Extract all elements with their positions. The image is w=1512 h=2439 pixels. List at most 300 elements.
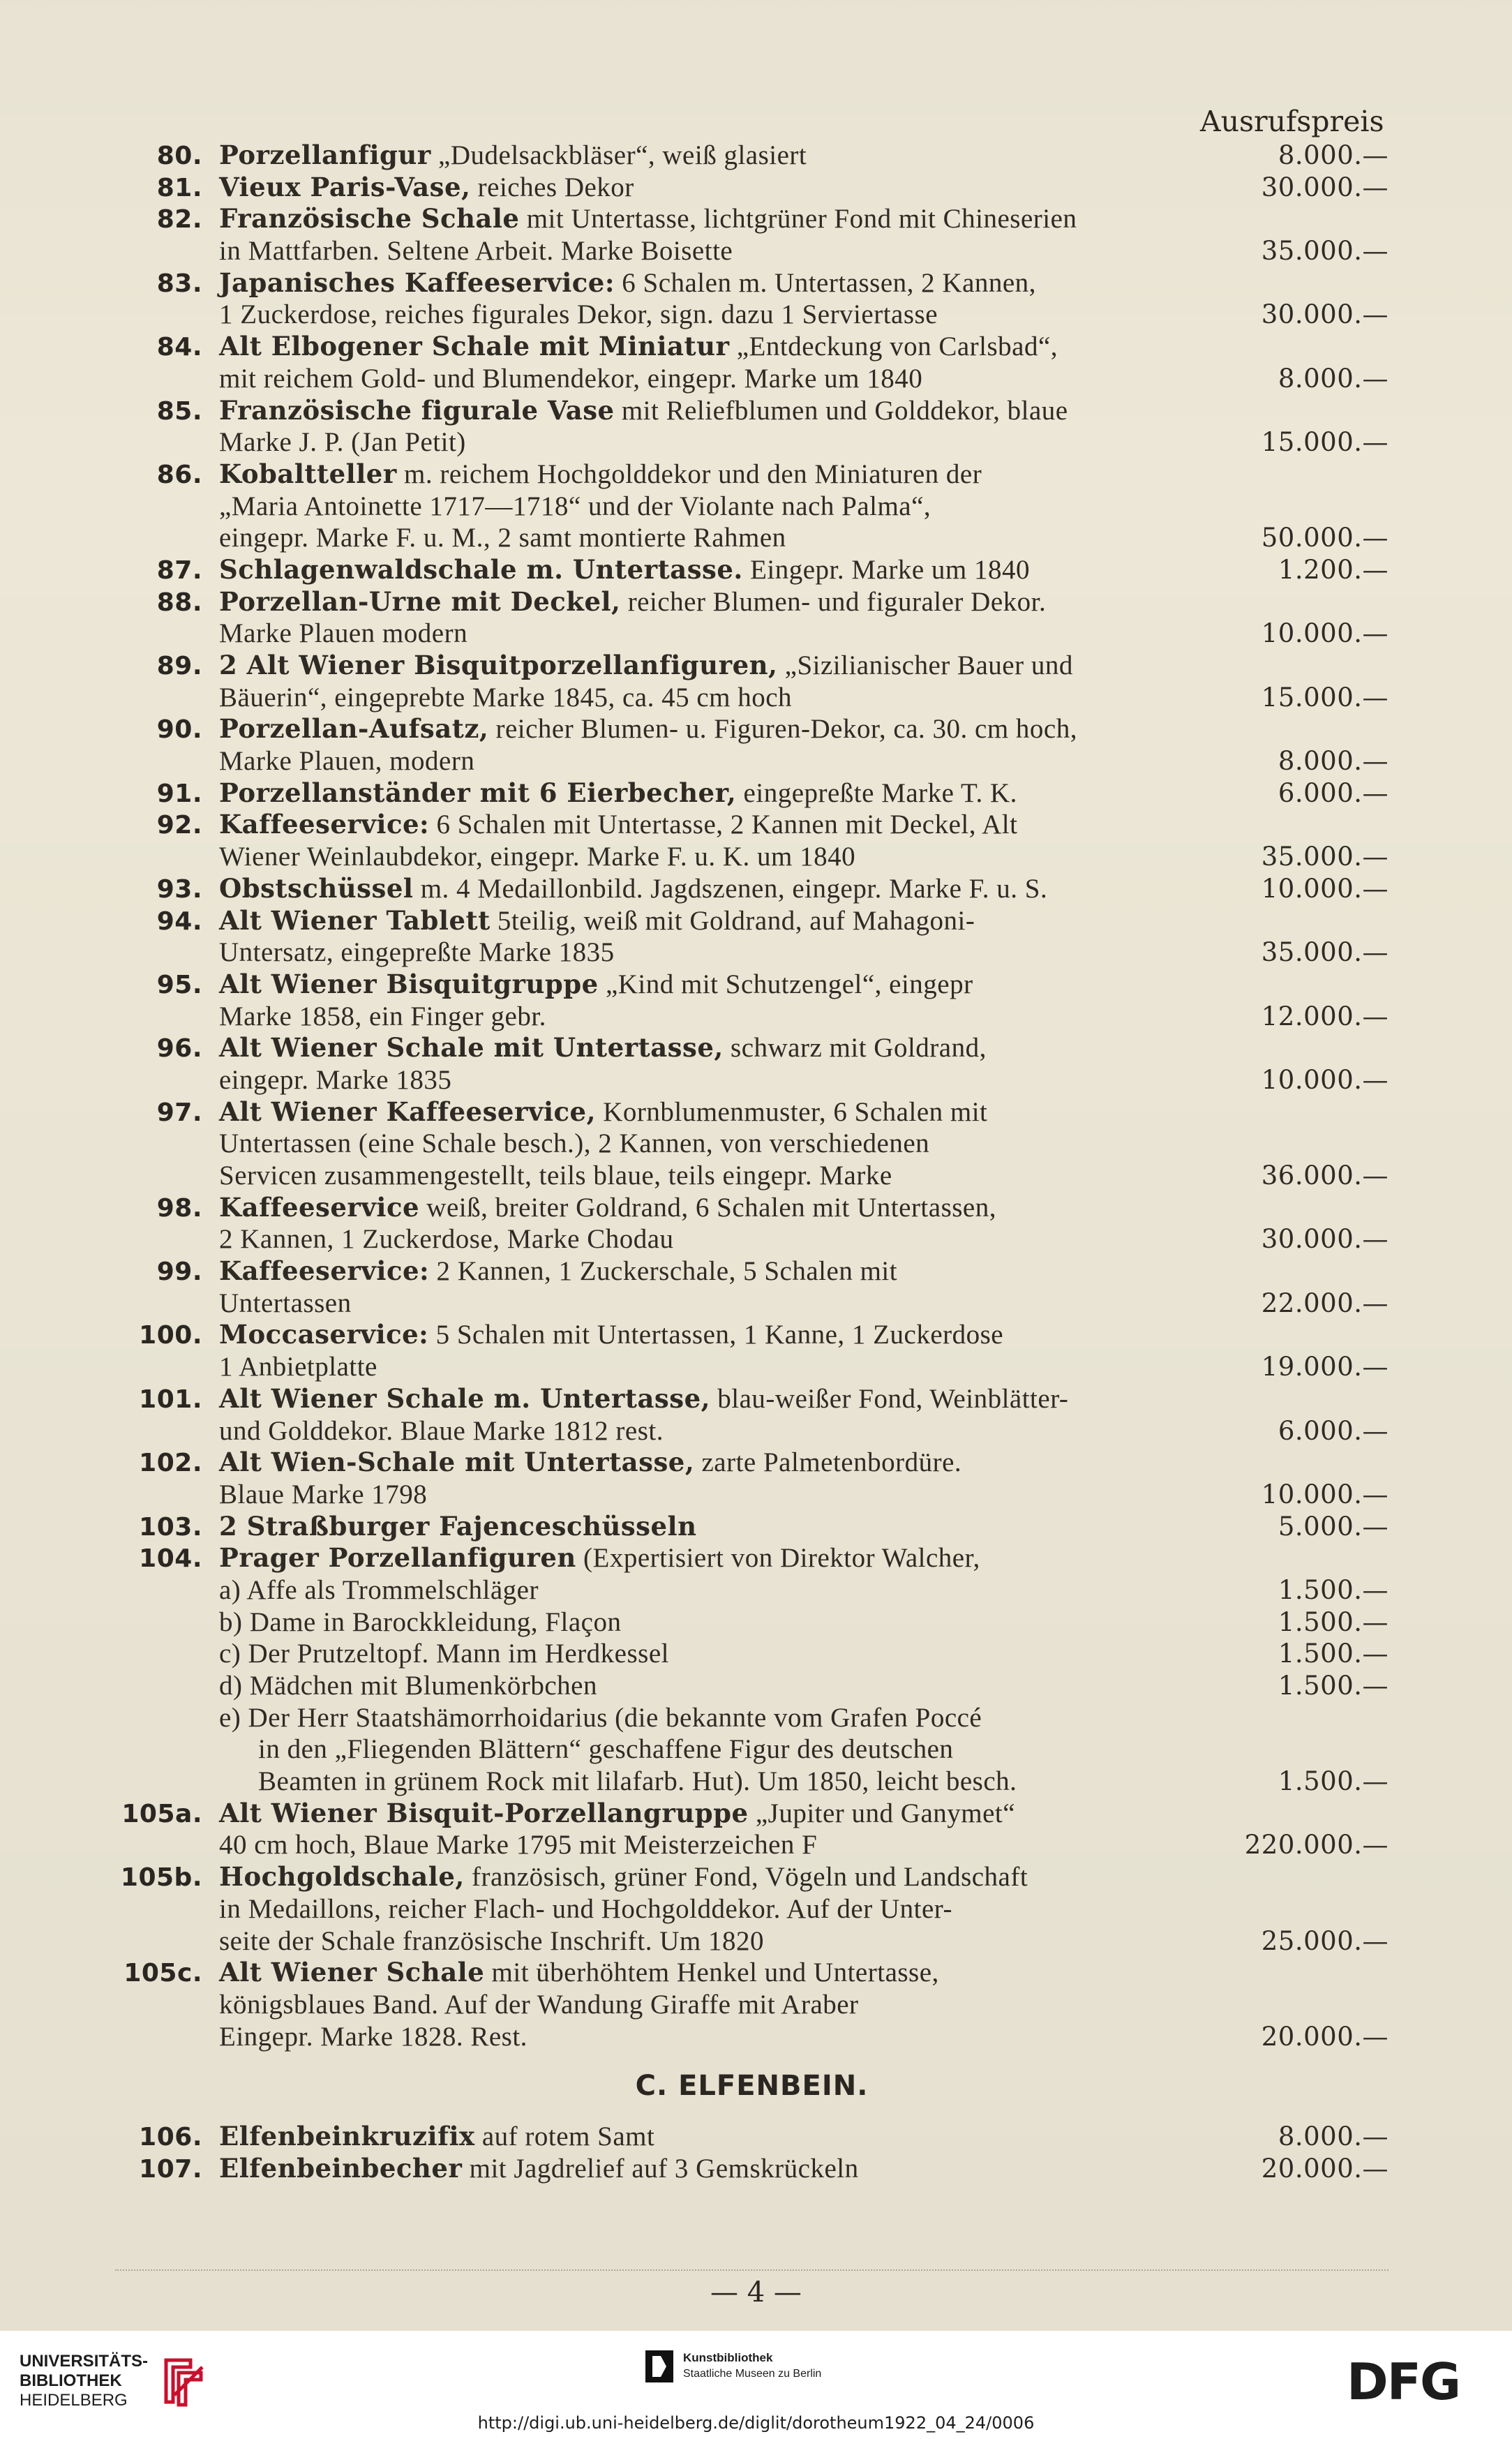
lot-title: Alt Elbogener Schale mit Miniatur [219,331,730,362]
entry-line [115,1957,1389,1989]
lot-number: 89. [156,652,202,680]
entry-line [115,1447,1389,1479]
lot-price: 30.000.— [1261,1224,1389,1255]
catalog-entry [115,1255,1389,1319]
lot-title: 2 Straßburger Fajenceschüsseln [219,1510,697,1542]
lot-number: 99. [156,1258,202,1287]
lot-description [202,1383,1242,1415]
entry-line [115,809,1389,841]
lot-price: 10.000.— [1261,1064,1389,1095]
lot-text: blau-weißer Fond, Weinblätter- [710,1383,1069,1414]
lot-price: 5.000.— [1278,1511,1389,1542]
lot-price: 10.000.— [1261,618,1389,649]
lot-text: reicher Blumen- u. Figuren-Dekor, ca. 30. cm hoch, [488,714,1077,745]
lot-text: zarte Palmetenbordüre. [694,1447,962,1478]
catalog-entry [115,1096,1389,1192]
ub-red-mark-icon [159,2353,208,2409]
lot-description [202,1798,1242,1830]
entry-line [115,1893,1389,1925]
entry-line [115,491,1389,523]
entries-section-elfenbein [115,2121,1389,2184]
lot-description [202,426,1242,458]
lot-description [202,1511,1242,1543]
lot-title: Französische Schale [219,203,520,234]
lot-title: Porzellanfigur [219,140,431,170]
lot-number: 85. [156,396,202,426]
lot-description [202,586,1242,618]
lot-text: „Jupiter und Ganymet“ [748,1798,1016,1828]
lot-description [202,1319,1242,1351]
lot-text: Marke Plauen, modern [219,746,475,777]
entry-line [115,554,1389,586]
lot-title: Kaffeeservice [219,1191,420,1223]
catalog-entry [115,1957,1389,2052]
entry-line [115,777,1389,810]
entry-line [115,1574,1389,1606]
lot-description [202,522,1242,554]
lot-text: eingepr. Marke 1835 [219,1064,452,1095]
lot-description [202,2153,1242,2185]
lot-price: 6.000.— [1278,777,1389,808]
lot-title: Moccaservice: [219,1319,429,1350]
lot-description [202,1861,1242,1893]
lot-title: Kaffeeservice: [219,809,430,840]
lot-number: 97. [156,1098,202,1127]
lot-description [202,873,1242,905]
lot-description [202,331,1242,363]
lot-price: 35.000.— [1261,842,1389,872]
lot-description [202,1670,1242,1702]
entry-line [115,1638,1389,1670]
lot-description [202,267,1242,299]
lot-text: königsblaues Band. Auf der Wandung Giraffe mit Araber [219,1989,859,2020]
lot-number: 90. [156,715,202,745]
lot-price: 30.000.— [1261,172,1389,202]
catalog-entry [115,713,1389,777]
lot-price: 20.000.— [1261,2153,1389,2184]
lot-description [202,1733,1242,1766]
lot-description [202,299,1242,331]
lot-text: 5teilig, weiß mit Goldrand, auf Mahagoni- [490,905,975,936]
lot-text: 6 Schalen mit Untertasse, 2 Kannen mit Deckel, Alt [429,810,1018,840]
kb-title: Kunstbibliothek [683,2351,773,2364]
lot-description [202,809,1242,841]
lot-description [202,841,1242,873]
lot-text: 2 Kannen, 1 Zuckerdose, Marke Chodau [219,1224,674,1255]
lot-price: 50.000.— [1261,523,1389,553]
entry-line [115,1670,1389,1702]
entry-line [115,1160,1389,1192]
lot-title: Elfenbeinkruzifix [219,2121,475,2152]
lot-title: Hochgoldschale, [219,1861,465,1893]
section-heading-elfenbein: C. ELFENBEIN. [635,2070,869,2103]
entry-line [115,2153,1389,2185]
lot-title: Prager Porzellanfiguren [219,1542,576,1574]
entry-line [115,1223,1389,1255]
lot-text: Servicen zusammengestellt, teils blaue, teils eingepr. Marke [219,1161,892,1191]
lot-price: 1.500.— [1278,1606,1389,1637]
catalog-entry [115,1861,1389,1957]
catalog-entry [115,777,1389,810]
entry-line [115,267,1389,299]
lot-text: seite der Schale französische Inschrift. Um 1820 [219,1925,764,1956]
lot-title: Kobaltteller [219,458,397,489]
entry-line [115,1288,1389,1320]
lot-description [202,618,1242,650]
entries-section-porzellan [115,140,1389,2052]
lot-description [202,1829,1242,1861]
lot-number: 81. [156,173,202,202]
lot-description [202,1096,1242,1128]
catalog-entry [115,203,1389,267]
lot-text: b) Dame in Barockkleidung, Flaçon [219,1606,622,1637]
lot-price: 6.000.— [1278,1415,1389,1446]
lot-number: 80. [156,142,202,170]
lot-text: mit Untertasse, lichtgrüner Fond mit Chineserien [519,204,1077,234]
entry-line [115,1861,1389,1893]
entry-line [115,618,1389,650]
lot-price: 1.500.— [1278,1574,1389,1605]
entry-line [115,1351,1389,1383]
entry-line [115,1829,1389,1861]
ub-line-1: UNIVERSITÄTS- [20,2352,149,2371]
entry-line [115,586,1389,618]
lot-text: französisch, grüner Fond, Vögeln und Landschaft [464,1862,1028,1893]
lot-number: 84. [156,333,202,362]
entry-line [115,937,1389,969]
lot-description [202,745,1242,777]
entry-line [115,1989,1389,2021]
catalog-entry [115,1383,1389,1447]
catalog-entry [115,172,1389,204]
entry-line [115,2121,1389,2153]
entry-line [115,1733,1389,1766]
kunstbibliothek-logo[interactable] [645,2350,821,2382]
lot-description [202,2021,1242,2053]
lot-price: 22.000.— [1261,1288,1389,1318]
catalog-entry [115,1542,1389,1798]
lot-text: 1 Anbietplatte [219,1352,377,1382]
page-number: — 4 — [710,2276,802,2309]
lot-price: 30.000.— [1261,299,1389,330]
lot-price: 1.500.— [1278,1766,1389,1797]
lot-text: 40 cm hoch, Blaue Marke 1795 mit Meisterzeichen F [219,1830,818,1860]
catalog-entry [115,873,1389,905]
lot-text: Marke 1858, ein Finger gebr. [219,1001,546,1031]
lot-number: 107. [139,2154,202,2184]
svg-text:DFG: DFG [1347,2357,1460,2406]
lot-number: 92. [156,811,202,840]
catalog-entry [115,1192,1389,1255]
lot-text: reicher Blumen- und figuraler Dekor. [620,586,1047,617]
entry-line [115,1255,1389,1288]
lot-text: „Kind mit Schutzengel“, eingepr [598,969,973,999]
lot-description [202,1925,1242,1957]
lot-price: 8.000.— [1278,746,1389,777]
catalog-entry [115,809,1389,872]
catalog-entry [115,267,1389,331]
lot-price: 20.000.— [1261,2021,1389,2052]
dfg-logo[interactable] [1347,2357,1486,2409]
lot-text: eingepr. Marke F. u. M., 2 samt montierte Rahmen [219,523,786,553]
lot-text: m. reichem Hochgolddekor und den Miniaturen der [396,458,982,489]
dfg-logo-icon [1347,2357,1486,2406]
column-header-ausrufspreis: Ausrufspreis [1200,105,1384,138]
lot-description [202,1288,1242,1320]
lot-number: 105a. [121,1799,202,1828]
lot-text: Blaue Marke 1798 [219,1479,428,1509]
entry-line [115,458,1389,491]
lot-description [202,713,1242,745]
catalog-entry [115,1798,1389,1861]
lot-number: 104. [139,1544,202,1574]
lot-description [202,491,1242,523]
entry-line [115,1192,1389,1224]
lot-number: 95. [156,970,202,999]
lot-number: 96. [156,1034,202,1064]
entry-line [115,682,1389,714]
entry-line [115,140,1389,172]
entry-line [115,1128,1389,1160]
lot-title: 2 Alt Wiener Bisquitporzellanfiguren, [219,650,778,680]
lot-description [202,1766,1242,1798]
entry-line [115,1096,1389,1128]
lot-number: 93. [156,874,202,904]
ub-heidelberg-logo[interactable] [20,2352,208,2410]
lot-description [202,1223,1242,1255]
lot-title: Alt Wiener Schale m. Untertasse, [219,1382,711,1414]
entry-line [115,395,1389,427]
lot-price: 35.000.— [1261,937,1389,968]
lot-description [202,969,1242,1001]
lot-text: 5 Schalen mit Untertassen, 1 Kanne, 1 Zuckerdose [428,1320,1004,1350]
entry-line [115,1542,1389,1574]
lot-price: 25.000.— [1261,1925,1389,1956]
lot-text: mit Jagdrelief auf 3 Gemskrückeln [462,2153,859,2184]
lot-number: 106. [139,2123,202,2152]
catalog-list [115,140,1389,2185]
entry-line [115,203,1389,235]
lot-price: 10.000.— [1261,1479,1389,1509]
lot-text: 1 Zuckerdose, reiches figurales Dekor, sign. dazu 1 Serviertasse [219,299,938,330]
lot-description [202,1351,1242,1383]
entry-line [115,1606,1389,1639]
lot-text: in Medaillons, reicher Flach- und Hochgolddekor. Auf der Unter- [219,1893,952,1924]
lot-price: 1.500.— [1278,1639,1389,1669]
lot-price: 36.000.— [1261,1161,1389,1191]
kunstbibliothek-text [683,2350,821,2382]
entry-line [115,905,1389,937]
entry-line [115,2021,1389,2053]
lot-price: 19.000.— [1261,1352,1389,1382]
lot-description [202,1574,1242,1606]
lot-description [202,1001,1242,1033]
lot-description [202,650,1242,682]
entry-line [115,1511,1389,1543]
lot-title: Alt Wiener Bisquitgruppe [219,968,599,999]
lot-description [202,1893,1242,1925]
lot-text: Marke J. P. (Jan Petit) [219,427,466,458]
lot-description [202,458,1242,491]
lot-text: a) Affe als Trommelschläger [219,1574,539,1605]
lot-title: Alt Wiener Tablett [219,904,491,936]
catalog-entry [115,1511,1389,1543]
entry-line [115,299,1389,331]
lot-price: 8.000.— [1278,363,1389,394]
lot-text: mit überhöhtem Henkel und Untertasse, [484,1957,939,1988]
lot-text: Untertassen [219,1288,352,1318]
lot-text: eingepreßte Marke T. K. [736,777,1017,808]
lot-title: Vieux Paris-Vase, [219,171,471,202]
lot-text: und Golddekor. Blaue Marke 1812 rest. [219,1415,664,1446]
lot-text: „Sizilianischer Bauer und [777,650,1073,680]
lot-text: Wiener Weinlaubdekor, eingepr. Marke F. u. K. um 1840 [219,842,856,872]
lot-title: Alt Wiener Schale mit Untertasse, [219,1032,724,1064]
lot-title: Porzellan-Urne mit Deckel, [219,585,621,617]
lot-price: 8.000.— [1278,140,1389,170]
lot-text: „Entdeckung von Carlsbad“, [729,331,1058,362]
lot-text: weiß, breiter Goldrand, 6 Schalen mit Untertassen, [419,1192,996,1223]
catalog-entry [115,331,1389,394]
lot-number: 91. [156,779,202,808]
lot-text: reiches Dekor [470,172,634,202]
lot-text: mit Reliefblumen und Golddekor, blaue [614,395,1068,426]
lot-description [202,395,1242,427]
lot-title: Alt Wiener Bisquit-Porzellangruppe [219,1797,749,1828]
source-url-link[interactable]: http://digi.ub.uni-heidelberg.de/diglit/dorotheum1922_04_24/0006 [477,2413,1035,2433]
lot-number: 100. [139,1321,202,1350]
catalog-entry [115,905,1389,969]
bottom-dotted-rule [115,2260,1389,2271]
lot-title: Alt Wiener Schale [219,1957,485,1988]
catalog-entry [115,554,1389,586]
lot-description [202,905,1242,937]
lot-price: 15.000.— [1261,427,1389,458]
lot-title: Porzellan-Aufsatz, [219,713,489,745]
entry-line [115,650,1389,682]
lot-text: c) Der Prutzeltopf. Mann im Herdkessel [219,1639,669,1669]
lot-description [202,1957,1242,1989]
entry-line [115,235,1389,267]
lot-description [202,1702,1242,1734]
entry-line [115,1925,1389,1957]
entry-line [115,745,1389,777]
catalog-entry [115,2153,1389,2185]
catalog-entry [115,650,1389,713]
entry-line [115,1798,1389,1830]
lot-title: Alt Wiener Kaffeeservice, [219,1096,596,1127]
lot-description [202,1447,1242,1479]
lot-text: 6 Schalen m. Untertassen, 2 Kannen, [615,267,1036,298]
lot-description [202,937,1242,969]
entry-line [115,522,1389,554]
lot-text: 2 Kannen, 1 Zuckerschale, 5 Schalen mit [429,1256,898,1287]
lot-description [202,682,1242,714]
ub-line-3: HEIDELBERG [20,2391,128,2410]
entry-line [115,1702,1389,1734]
lot-text: Bäuerin“, eingeprebte Marke 1845, ca. 45 cm hoch [219,682,793,713]
lot-text: e) Der Herr Staatshämorrhoidarius (die bekannte vom Grafen Poccé [219,1702,982,1733]
lot-text: schwarz mit Goldrand, [723,1033,987,1064]
lot-price: 15.000.— [1261,682,1389,713]
lot-description [202,1606,1242,1639]
lot-number: 105c. [123,1959,202,1988]
lot-description [202,1255,1242,1288]
digitization-footer [0,2331,1512,2439]
lot-title: Japanisches Kaffeeservice: [219,267,615,298]
lot-description [202,363,1242,395]
entry-line [115,713,1389,745]
lot-text: „Maria Antoinette 1717—1718“ und der Violante nach Palma“, [219,491,931,521]
entry-line [115,873,1389,905]
entry-line [115,331,1389,363]
lot-description [202,1160,1242,1192]
lot-text: (Expertisiert von Direktor Walcher, [576,1543,980,1574]
catalog-entry [115,1032,1389,1096]
lot-description [202,1542,1242,1574]
lot-price: 12.000.— [1261,1001,1389,1031]
lot-text: auf rotem Samt [474,2121,655,2152]
lot-text: in Mattfarben. Seltene Arbeit. Marke Boisette [219,236,733,267]
lot-number: 94. [156,907,202,936]
lot-text: in den „Fliegenden Blättern“ geschaffene Figur des deutschen [258,1734,954,1765]
catalog-entry [115,1447,1389,1510]
entry-line [115,969,1389,1001]
lot-description [202,1638,1242,1670]
catalog-entry [115,969,1389,1032]
lot-description [202,203,1242,235]
catalog-entry [115,395,1389,458]
entry-line [115,363,1389,395]
lot-text: Untersatz, eingepreßte Marke 1835 [219,937,615,968]
lot-title: Porzellanständer mit 6 Eierbecher, [219,777,737,808]
lot-text: d) Mädchen mit Blumenkörbchen [219,1671,597,1701]
lot-price: 1.200.— [1278,554,1389,585]
ub-heidelberg-text [20,2352,148,2410]
lot-number: 101. [139,1385,202,1414]
lot-title: Alt Wien-Schale mit Untertasse, [219,1447,695,1478]
lot-text: Marke Plauen modern [219,618,468,649]
lot-title: Elfenbeinbecher [219,2152,463,2184]
lot-description [202,235,1242,267]
entry-line [115,841,1389,873]
entry-line [115,1032,1389,1064]
lot-number: 87. [156,555,202,585]
lot-description [202,777,1242,810]
lot-price: 220.000.— [1244,1830,1389,1860]
catalog-entry [115,1319,1389,1382]
kunstbibliothek-mark-icon [645,2350,673,2382]
lot-title: Kaffeeservice: [219,1255,430,1287]
lot-text: mit reichem Gold- und Blumendekor, eingepr. Marke um 1840 [219,363,923,394]
lot-text: „Dudelsackbläser“, weiß glasiert [431,140,807,170]
entry-line [115,1319,1389,1351]
ub-line-2: BIBLIOTHEK [20,2371,122,2390]
entry-line [115,1001,1389,1033]
lot-price: 8.000.— [1278,2121,1389,2152]
lot-description [202,1192,1242,1224]
lot-description [202,554,1242,586]
lot-price: 1.500.— [1278,1671,1389,1701]
lot-number: 103. [139,1512,202,1542]
lot-number: 83. [156,269,202,298]
lot-title: Schlagenwaldschale m. Untertasse. [219,553,743,585]
catalog-entry [115,140,1389,172]
entry-line [115,1383,1389,1415]
catalog-entry [115,458,1389,554]
lot-number: 105b. [120,1863,202,1893]
lot-title: Obstschüssel [219,872,414,904]
